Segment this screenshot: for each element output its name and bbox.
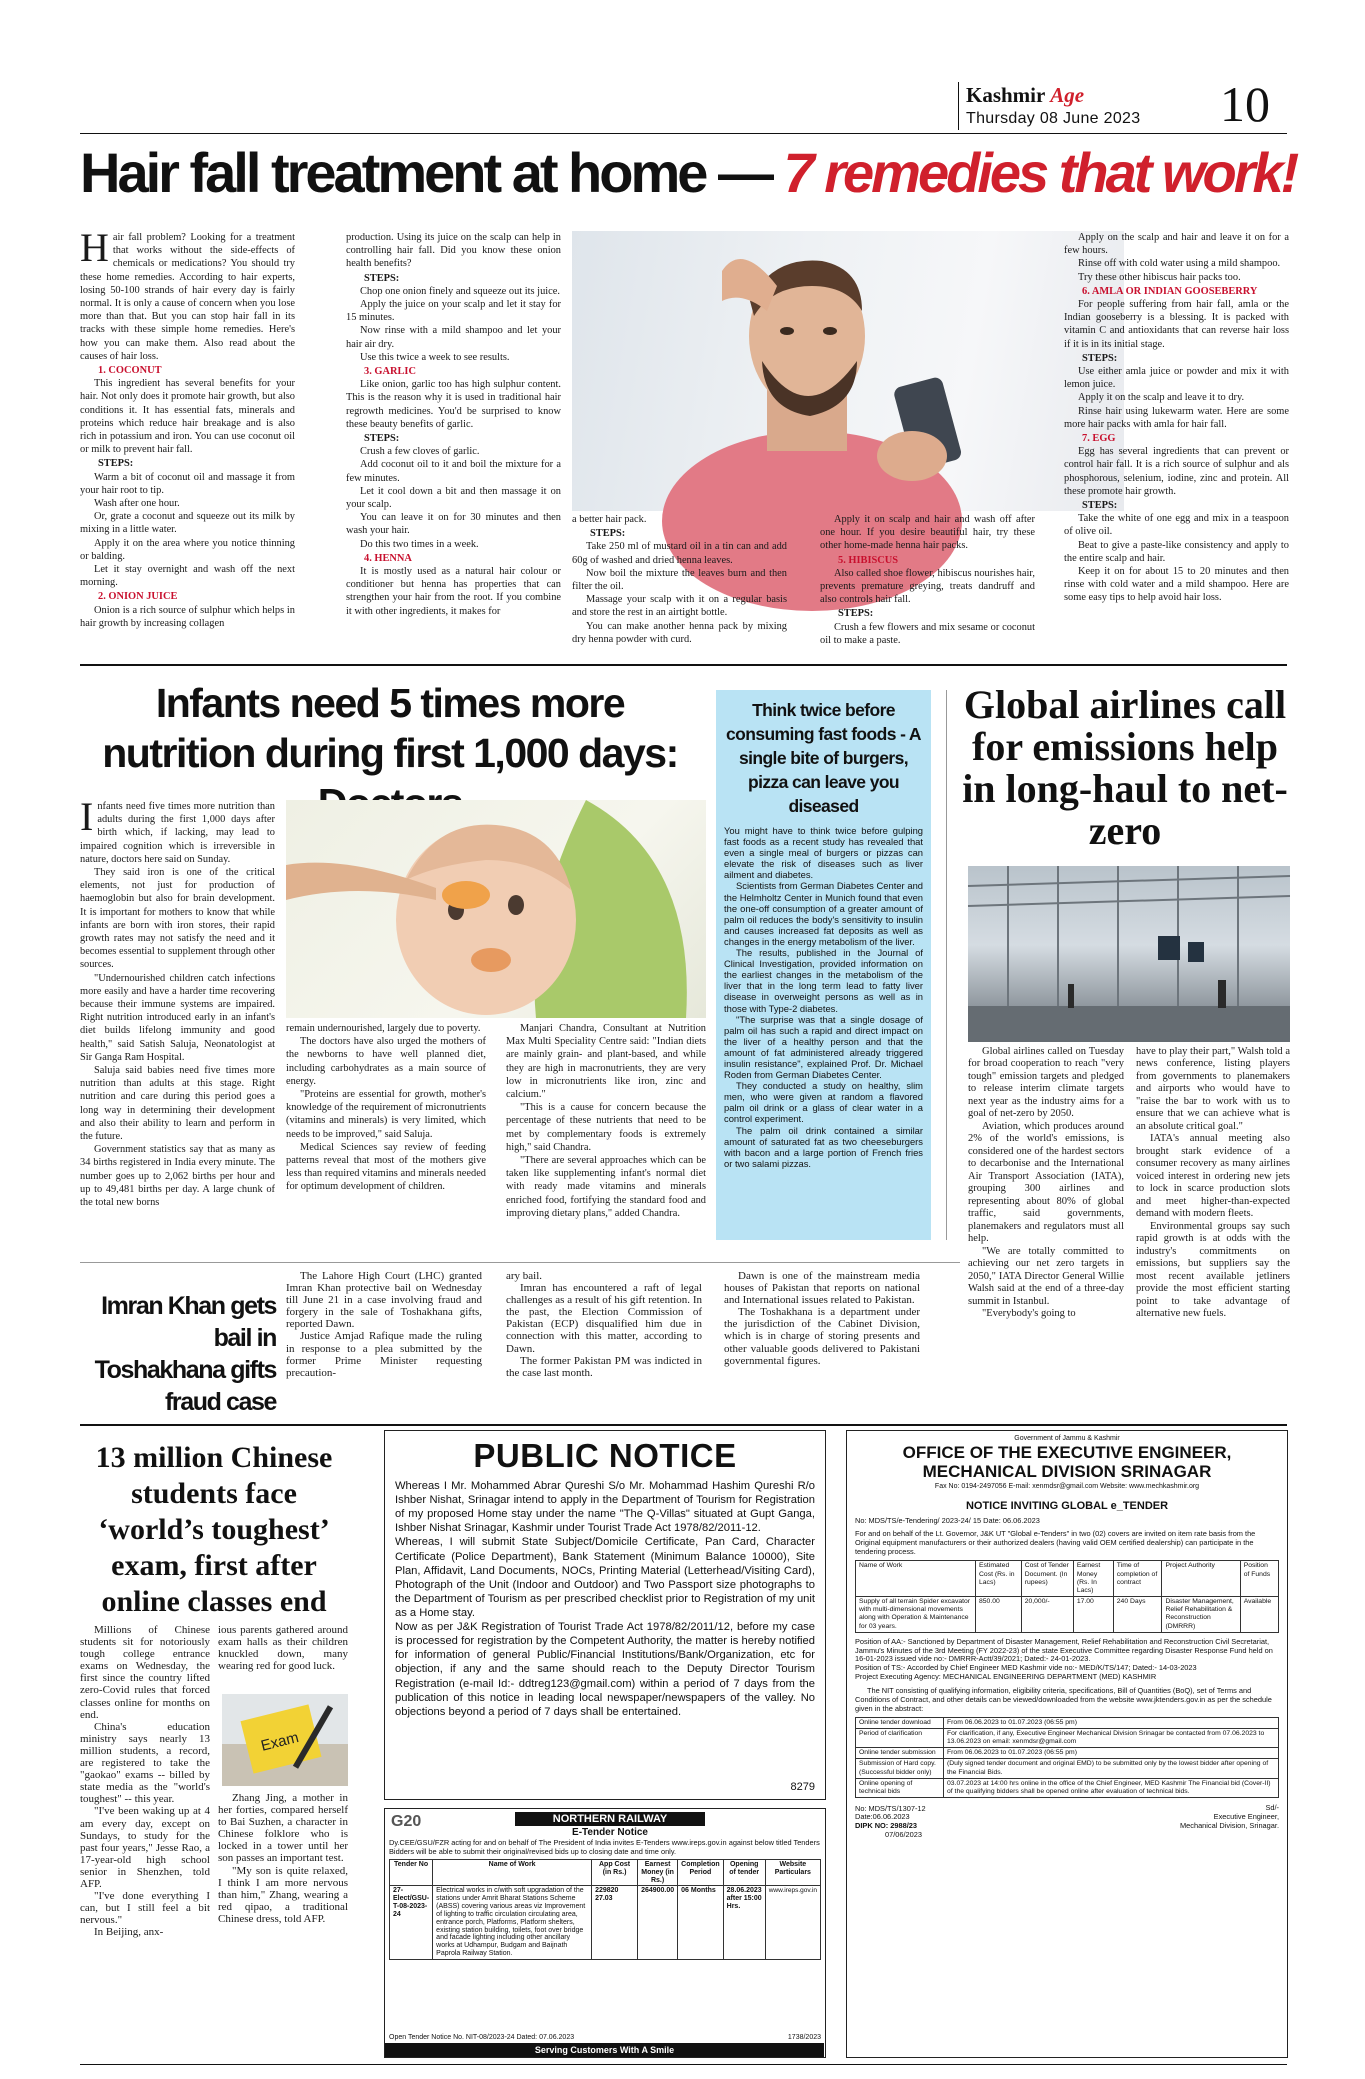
paragraph: Environmental groups say such rapid growth is at odds with the industry's commitments on emissions, but suppliers say the most recent available jetliners provide the most efficient starting point to take advantage of alternative new fuels. <box>1136 1220 1290 1320</box>
public-notice-body <box>395 1479 815 1719</box>
tender-executing-agency: Project Executing Agency: MECHANICAL ENGINEERING DEPARTMENT (MED) KASHMIR <box>855 1672 1157 1682</box>
table-row <box>856 1597 1279 1633</box>
fastfood-headline: Think twice before consuming fast foods - A single bite of burgers, pizza can leave you diseased <box>726 700 921 816</box>
logo-age: Age <box>1050 83 1085 107</box>
paragraph: Let it cool down a bit and then massage it on your scalp. <box>346 485 561 511</box>
remedy-5-heading: 5. HIBISCUS <box>838 554 899 566</box>
column-divider <box>946 690 947 1240</box>
table-header: Position of Funds <box>1240 1561 1278 1597</box>
paragraph: Global airlines called on Tuesday for broad cooperation to reach "very tough" emission targets and pledged to release interim climate targets next year as the industry aims for a goal of net-zero by 2050. <box>968 1046 1124 1120</box>
table-row <box>856 1717 1279 1728</box>
paragraph: Apply it on the scalp and leave it to dry. <box>1078 392 1245 404</box>
table-cell: Online opening of technical bids <box>856 1778 944 1797</box>
infants-col-3 <box>506 1022 706 1242</box>
table-header: Completion Period <box>678 1860 724 1886</box>
paragraph: IATA's annual meeting also brought stark evidence of a consumer recovery as many airlines voiced interest in ordering new jets to lock in scarce production slots and meet higher-than-expected demand with modern fleets. <box>1136 1133 1290 1220</box>
paragraph: a better hair pack. <box>572 514 647 525</box>
imran-col-2 <box>506 1270 702 1420</box>
paragraph: Apply on the scalp and hair and leave it on for a few hours. <box>1064 232 1289 257</box>
tender-office-title: OFFICE OF THE EXECUTIVE ENGINEER, <box>902 1443 1232 1463</box>
table-cell: 20,000/- <box>1021 1597 1073 1633</box>
paragraph: "We are totally committed to achieving our net zero targets in 2050," IATA Director General Willie Walsh said at the end of a three-day summit in Istanbul. <box>968 1245 1124 1307</box>
steps-label: STEPS: <box>98 458 134 470</box>
table-row <box>856 1759 1279 1778</box>
paragraph: Imran has encountered a raft of legal challenges as a result of his gift retention. In the past, the Election Commission of Pakistan (ECP) disqualified him due in connection with this matter, according to Dawn. <box>506 1282 702 1355</box>
drop-cap: I <box>80 794 94 839</box>
paragraph: Apply it on scalp and hair and wash off after one hour. If you desire beautiful hair, try these other home-made henna hair packs. <box>820 514 1035 552</box>
tender-number: No: MDS/TS/1307-12 <box>855 1803 926 1813</box>
steps-label: STEPS: <box>590 528 626 540</box>
paragraph: "There are several approaches which can be taken like supplementing infant's normal diet with ready made vitamins and minerals enriched food, fortifying the standard food and improving dietary plans," added Chandra. <box>506 1155 706 1219</box>
hair-headline-accent: 7 remedies that work! <box>783 141 1297 204</box>
table-cell: Supply of all terrain Spider excavator with multi-dimensional movements along with Operation & Maintenance for 03 years. <box>856 1597 976 1633</box>
paragraph: Egg has several ingredients that can prevent or control hair fall. It is a rich source of sulphur and als phosphorous, selenium, iodine, zinc and protein. All these promote hair growth. <box>1064 446 1289 497</box>
table-cell: Electrical works in c/with soft upgradation of the stations under Amrit Bharat Stations Scheme (ABSS) covering various areas viz Improvement of lighting to traffic circulation circulating area, entrance porch, Platforms, Platform shelters, existing station building, toilets, foot over bridge and facade lighting including other ancillary works at Udhampur, Budgam and Baijnath Paprola Railway Station. <box>433 1886 592 1959</box>
paragraph: "Proteins are essential for growth, mother's knowledge of the requirement of micronutrients (vitamins and minerals) is very limited, which needs to be improved," said Saluja. <box>286 1089 486 1140</box>
hair-headline-main: Hair fall treatment at home — <box>80 141 771 204</box>
tender-position-ts: Position of TS:- Accorded by Chief Engineer MED Kashmir vide no:- MED/K/TS/147; Dated:- 14-03-2023 <box>855 1663 1197 1673</box>
sticky-note-illustration <box>222 1694 348 1786</box>
section-divider <box>80 664 1287 666</box>
railway-footer-code: 1738/2023 <box>787 2034 821 2041</box>
paragraph: Apply it on the area where you notice thinning or balding. <box>80 537 295 562</box>
table-cell: 264900.00 <box>638 1886 678 1959</box>
paragraph: Let it stay overnight and wash off the next morning. <box>80 564 295 589</box>
railway-tender-table <box>389 1859 821 1960</box>
table-header: Tender No <box>390 1860 433 1886</box>
airlines-col-2 <box>1136 1046 1290 1320</box>
logo-kashmir: Kashmir <box>966 83 1045 107</box>
table-header: App Cost (in Rs.) <box>592 1860 638 1886</box>
paragraph: "I've been waking up at 4 am every day, except on Sundays, to study for the past four years," Jesse Rao, a 17-year-old high school senior in Shenzhen, told AFP. <box>80 1805 210 1890</box>
masthead-underline <box>80 133 1287 134</box>
steps-label: STEPS: <box>1082 352 1118 364</box>
section-divider <box>80 1424 1287 1426</box>
baby-feeding-photo <box>286 800 706 1018</box>
paragraph: ious parents gathered around exam halls as their children knuckled down, many wearing red for good luck. <box>218 1624 348 1673</box>
chinese-col-1 <box>80 1624 210 2054</box>
fastfood-box <box>716 690 931 1240</box>
paragraph: They conducted a study on healthy, slim men, who were given at random a flavored palm oil drink or a glass of clear water in a control experiment. <box>724 1080 923 1125</box>
table-cell[interactable]: www.ireps.gov.in <box>765 1886 820 1959</box>
notice-code: 8279 <box>790 1781 815 1793</box>
table-cell: Disaster Management, Relief Rehabilitation & Reconstruction (DMRRR) <box>1162 1597 1240 1633</box>
paragraph: "I've done everything I can, but I still feel a bit nervous." <box>80 1890 210 1927</box>
imran-headline: Imran Khan gets bail in Toshakhana gifts fraud case <box>94 1292 276 1416</box>
tender-nit-title: NOTICE INVITING GLOBAL e_TENDER <box>965 1499 1169 1512</box>
remedy-7-heading: 7. EGG <box>1082 433 1116 445</box>
table-cell: From 06.06.2023 to 01.07.2023 (06:55 pm) <box>944 1748 1279 1759</box>
table-row <box>856 1728 1279 1747</box>
paragraph: have to play their part," Walsh told a news conference, listing players from governments to planemakers and airports who would have to "raise the bar to work with us to ensure that we can achieve what is an absolute critical goal." <box>1136 1046 1290 1132</box>
remedy-4-heading: 4. HENNA <box>364 552 412 564</box>
paragraph: Justice Amjad Rafique made the ruling in response to a plea submitted by the former Prime Minister requesting precaution- <box>286 1330 482 1379</box>
paragraph: For people suffering from hair fall, amla or the Indian gooseberry is a blessing. It is packed with vitamin C and antioxidants that can reverse hair loss if it is in its initial stage. <box>1064 299 1289 350</box>
paragraph: You can leave it on for 30 minutes and then wash your hair. <box>346 512 561 537</box>
railway-tender-box <box>384 1808 826 2058</box>
paragraph: Take the white of one egg and mix in a teaspoon of olive oil. <box>1064 513 1289 538</box>
paragraph: Aviation, which produces around 2% of the world's emissions, is considered one of the hardest sectors to decarbonise and the International Air Transport Association (IATA), grouping 300 airlines and representing about 80% of global traffic, said governments, planemakers and regulators must all help. <box>968 1120 1124 1245</box>
paragraph: Beat to give a paste-like consistency and apply to the entire scalp and hair. <box>1064 539 1289 564</box>
paragraph: nfants need five times more nutrition than adults during the first 1,000 days after birth which, if lacking, may lead to impaired cognition which is irreversible in nature, doctors here said on Sunday. <box>80 801 275 865</box>
table-cell: Available <box>1240 1597 1278 1633</box>
remedy-3-heading: 3. GARLIC <box>364 366 416 378</box>
paragraph: Crush a few flowers and mix sesame or coconut oil to make a paste. <box>820 621 1035 646</box>
fastfood-body <box>724 825 923 1169</box>
airlines-headline: Global airlines call for emissions help in long-haul to net-zero <box>962 682 1288 853</box>
hair-col-4 <box>820 513 1035 655</box>
paragraph: Now rinse with a mild shampoo and let your hair air dry. <box>346 325 561 350</box>
railway-subtitle: E-Tender Notice <box>572 1827 648 1838</box>
paragraph: Manjari Chandra, Consultant at Nutrition Max Multi Speciality Centre said: "Indian diets are mainly grain- and plant-based, and while they are high in macronutrients, they are very low in micronutrients like iron, zinc and calcium." <box>506 1023 706 1101</box>
terminal-illustration <box>968 866 1290 1042</box>
table-cell: Period of clarification <box>856 1728 944 1747</box>
section-divider <box>80 1262 960 1263</box>
table-header-row <box>390 1860 821 1886</box>
page-bottom-rule <box>80 2064 1287 2065</box>
paragraph: In Beijing, anx- <box>94 1926 164 1939</box>
paragraph: You might have to think twice before gulping fast foods as a recent study has revealed that even a single meal of burgers or pizzas can elevate the risk of diseases such as liver ailment and diabetes. <box>724 825 923 881</box>
steps-label: STEPS: <box>364 272 400 284</box>
paragraph: Chop one onion finely and squeeze out its juice. <box>360 285 560 297</box>
paragraph: The Lahore High Court (LHC) granted Imran Khan protective bail on Wednesday till June 21 in a case involving fraud and forgery in the sale of Toshakhana gifts, reported Dawn. <box>286 1270 482 1331</box>
table-row <box>856 1748 1279 1759</box>
table-cell: 06 Months <box>678 1886 724 1959</box>
tender-position-aa: Position of AA:- Sanctioned by Department of Disaster Management, Relief Rehabilitation and Reconstruction Civil Secretariat, Jammu's Minutes of the 3rd Meeting (FY 2022-23) of the state Executive Committee regarding Disaster Response Fund held on 16-01-2023 issued vide no:- DMRRR-Actt/39/2021; Dated:- 24-01-2023. <box>855 1636 1273 1664</box>
table-cell: 27-Elect/GSU-T-08-2023-24 <box>390 1886 433 1959</box>
table-header: Opening of tender <box>723 1860 765 1886</box>
tender-ref: No: MDS/TS/e-Tendering/ 2023-24/ 15 Date: 06.06.2023 <box>855 1515 1040 1525</box>
public-notice-box <box>384 1430 826 1800</box>
remedy-6-heading: 6. AMLA OR INDIAN GOOSEBERRY <box>1082 285 1258 297</box>
tender-work-table <box>855 1560 1279 1632</box>
paragraph: Crush a few cloves of garlic. <box>360 446 480 458</box>
paragraph: Massage your scalp with it on a regular basis and store the rest in an airtight bottle. <box>572 594 787 619</box>
tender-schedule-table <box>855 1717 1279 1798</box>
man-hair-loss-photo <box>572 231 1124 511</box>
tender-date: Date:06.06.2023 <box>855 1812 910 1822</box>
steps-label: STEPS: <box>838 608 874 620</box>
paragraph: Try these other hibiscus hair packs too. <box>1078 271 1241 283</box>
paragraph: Government statistics say that as many as 34 births registered in India every minute. The number goes up to 2,062 births per hour and up to 49,481 births per day. A large chunk of the total new borns <box>80 1144 275 1209</box>
paragraph: Warm a bit of coconut oil and massage it from your hair root to tip. <box>80 471 295 496</box>
railway-tagline: Serving Customers With A Smile <box>385 2043 824 2057</box>
paragraph: They said iron is one of the critical elements, not just for production of haemoglobin but also for brain development. It is important for mothers to know that while infants are born with iron stores, their rapid growth rates may not satisfy the need and it becomes essential to supplement through other sources. <box>80 867 275 971</box>
page-number: 10 <box>1220 76 1270 132</box>
chinese-col-2a <box>218 1624 348 1690</box>
table-cell: 240 Days <box>1113 1597 1162 1633</box>
tender-sd: Sd/- <box>1265 1802 1279 1812</box>
paragraph: production. Using its juice on the scalp can help in controlling hair fall. Did you know these onion health benefits? <box>346 232 561 270</box>
tender-signatory-division: Mechanical Division, Srinagar. <box>1180 1820 1279 1830</box>
paragraph: Medical Sciences say review of feeding patterns reveal that most of the mothers give less than required vitamins and minerals needed for optimum development of children. <box>286 1141 486 1193</box>
paragraph: China's education ministry says nearly 13 million students, a record, are registered to take the "gaokao" exams -- billed by state media as the "world's toughest" -- this year. <box>80 1720 210 1806</box>
paragraph: It is mostly used as a natural hair colour or conditioner but henna has properties that can strengthen your hair from the root. If you combine it with other ingredients, it makes for <box>346 566 561 617</box>
table-cell: For clarification, if any, Executive Engineer Mechanical Division Srinagar be contacted from 07.06.2023 to 13.06.2023 on email: xenmdsr@gmail.com <box>944 1728 1279 1747</box>
paragraph: Apply the juice on your scalp and let it stay for 15 minutes. <box>346 299 561 324</box>
tender-dipk: DIPK NO: 2988/23 <box>855 1821 918 1831</box>
airport-terminal-photo <box>968 866 1290 1042</box>
newspaper-logo <box>966 83 1084 108</box>
man-illustration <box>572 231 1124 511</box>
paragraph: "This is a cause for concern because the percentage of these nutrients that need to be met by complementary foods is extremely high," said Chandra. <box>506 1102 706 1153</box>
table-header: Earnest Money (in Rs.) <box>638 1860 678 1886</box>
paragraph: "The surprise was that a single dosage of palm oil has such a rapid and direct impact on the liver of a healthy person and that the amount of fat administered already triggered insulin resistance", explained Prof. Dr. Michael Roden from German Diabetes Center. <box>724 1013 923 1081</box>
paragraph: Onion is a rich source of sulphur which helps in hair growth by increasing collagen <box>80 604 295 629</box>
hair-col-3 <box>572 513 787 655</box>
infants-headline: Infants need 5 times more nutrition during first 1,000 days: <box>102 680 678 776</box>
table-header: Cost of Tender Document. (In rupees) <box>1021 1561 1073 1597</box>
table-header: Project Authority <box>1162 1561 1240 1597</box>
steps-label: STEPS: <box>1082 500 1118 512</box>
paragraph: Or, grate a coconut and squeeze out its milk by mixing in a little water. <box>80 511 295 536</box>
paragraph: Whereas, I will submit State Subject/Domicile Certificate, Pan Card, Character Certificate (Police Department), Bank Statement (Minimum Balance 10000), Site Plan, Affidavit, Land Documents, NOCs, Printing Material (Letterhead/Visiting Card), Photograph of the Unit (Indoor and Outdoor) and Two Passport size photographs to the Department of Tourism as per prescribed checklist prior to Registration of my unit as a Home stay. <box>395 1536 815 1619</box>
baby-illustration <box>286 800 706 1018</box>
paragraph: Dawn is one of the mainstream media houses of Pakistan that reports on national and International issues related to Pakistan. <box>724 1270 920 1307</box>
global-tender-box <box>846 1430 1288 2058</box>
paragraph: Use either amla juice or powder and mix it with lemon juice. <box>1064 366 1289 391</box>
tender-contact: Fax No: 0194-2497056 E-mail: xenmdsr@gmail.com Website: www.mechkashmir.org <box>934 1483 1200 1491</box>
paragraph: The palm oil drink contained a similar amount of saturated fat as two cheeseburgers with bacon and a large portion of French fries or two salami pizzas. <box>724 1124 923 1169</box>
railway-footer-ref: Open Tender Notice No. NIT-08/2023-24 Dated: 07.06.2023 <box>389 2034 575 2041</box>
hair-col-1 <box>80 225 295 655</box>
infants-col-1 <box>80 794 275 1242</box>
infants-col-2 <box>286 1022 486 1242</box>
paragraph: "Everybody's going to <box>982 1308 1076 1320</box>
chinese-col-2b <box>218 1792 348 2054</box>
table-cell: 03.07.2023 at 14:00 hrs online in the office of the Chief Engineer, MED Kashmir The Financial bid (Cover-II) of the qualifying bidders shall be opened online after evaluation of technical bids. <box>944 1778 1279 1797</box>
table-cell: 850.00 <box>976 1597 1022 1633</box>
railway-intro: Dy.CEE/GSU/FZR acting for and on behalf of The President of India invites E-Tenders www.ireps.gov.in against below titled Tenders Bidders will be able to submit their original/revised bids up to closing date and time only. <box>389 1838 820 1856</box>
paragraph: Also called shoe flower, hibiscus nourishes hair, prevents premature greying, treats dandruff and also controls hair fall. <box>820 567 1035 606</box>
table-cell: Online tender submission <box>856 1748 944 1759</box>
table-cell: Online tender download <box>856 1717 944 1728</box>
table-header: Name of Work <box>856 1561 976 1597</box>
paragraph: The doctors have also urged the mothers of the newborns to have well planned diet, including carbohydrates as a main source of energy. <box>286 1036 486 1087</box>
paragraph: Now as per J&K Registration of Tourist Trade Act 1978/82/2011/12, before my case is processed for registration by the Competent Authority, the matter is hereby notified for information of general Public/Financial Institutions/Bank/Organization, etc for objection, if any and the same should reach to the Deputy Director Tourism Registration (e-mail Id:- ddtreg123@gmail.com) within a period of 7 days from the publication of this notice in leading local newspaper/newspapers of the valley. No objections beyond a period of 7 days shall be entertained. <box>395 1621 815 1718</box>
paragraph: The Toshakhana is a department under the jurisdiction of the Cabinet Division, which is in charge of storing presents and other valuable goods delivered to Pakistani governmental figures. <box>724 1306 920 1367</box>
paragraph: Millions of Chinese students sit for notoriously tough college entrance exams on Wednesday, the first since the country lifted zero-Covid rules that forced classes online for months on end. <box>80 1624 210 1721</box>
paragraph: Whereas I Mr. Mohammed Abrar Qureshi S/o Mr. Mohammad Hashim Qureshi R/o Ishber Nishat, Srinagar intend to apply in the Department of Tourism for Registration of my proposed Home stay under the name "The Q-Villas" situated at Gupt Ganga, Ishber Nishat Srinagar, Kashmir under Tourist Trade Act 1978/82/2011-12. <box>395 1480 815 1535</box>
table-cell: Submission of Hard copy. (Successful bidder only) <box>856 1759 944 1778</box>
table-row <box>856 1778 1279 1797</box>
tender-intro: For and on behalf of the Lt. Governor, J&K UT "Global e-Tenders" in two (02) covers are invited on item rate basis from the Original equipment manufacturers or their authorized dealers (having valid OEM certified dealership) can participate in the tendering process. <box>855 1528 1256 1556</box>
table-cell: 229820 27.03 <box>592 1886 638 1959</box>
paragraph: Scientists from German Diabetes Center and the Helmholtz Center in Munich found that even the one-off consumption of a greater amount of palm oil reduces the body's sensitivity to insulin and causes increased fat deposits as well as changes in the energy metabolism of the liver. <box>724 880 923 947</box>
paragraph: The former Pakistan PM was indicted in the case last month. <box>506 1354 702 1379</box>
table-row <box>390 1886 821 1959</box>
paragraph: Rinse hair using lukewarm water. Here are some more hair packs with amla for hair fall. <box>1064 405 1289 430</box>
paragraph: Zhang Jing, a mother in her forties, compared herself to Bai Suzhen, a character in Chinese folklore who is locked in a tower until her son passes an important test. <box>218 1792 348 1865</box>
tender-division-title: MECHANICAL DIVISION SRINAGAR <box>922 1462 1212 1482</box>
paragraph: Now boil the mixture the leaves burn and then filter the oil. <box>572 567 787 593</box>
paragraph: Wash after one hour. <box>94 498 180 510</box>
masthead-rule <box>958 82 959 130</box>
paragraph: Keep it on for about 15 to 20 minutes and then rinse with cold water and a mild shampoo. Here are some easy tips to help avoid hair loss. <box>1064 566 1289 604</box>
paragraph: Saluja said babies need five times more nutrition than adults at this stage. Right nutrition and care during this period goes a long way in determining their development and also their ability to learn and perform in the future. <box>80 1065 275 1143</box>
paragraph: Add coconut oil to it and boil the mixture for a few minutes. <box>346 459 561 484</box>
govt-label: Government of Jammu & Kashmir <box>1014 1435 1120 1442</box>
table-cell: From 06.06.2023 to 01.07.2023 (06:55 pm) <box>944 1717 1279 1728</box>
g20-logo: G20 <box>391 1813 422 1830</box>
table-header: Time of completion of contract <box>1113 1561 1162 1597</box>
hair-intro: air fall problem? Looking for a treatment that works without the side-effects of chemicals or medications? You should try these home remedies. According to hair experts, losing 50-100 strands of hair every day is fairly normal. It is only a cause of concern when you lose more than that. But you can stop hair fall in its tracks with these simple home remedies. Here's how you can make them. Also read about the causes of hair loss. <box>80 232 295 362</box>
drop-cap: H <box>80 225 109 270</box>
remedy-2-heading: 2. ONION JUICE <box>98 591 178 603</box>
paragraph: remain undernourished, largely due to poverty. <box>286 1023 481 1034</box>
table-cell: (Duly signed tender document and original EMD) to be submitted only by the lowest bidder after opening of the Financial Bids. <box>944 1759 1279 1778</box>
airlines-col-1 <box>968 1046 1124 1320</box>
railway-title: NORTHERN RAILWAY <box>515 1812 705 1826</box>
paragraph: Use this twice a week to see results. <box>360 351 510 363</box>
remedy-1-heading: 1. COCONUT <box>98 365 162 377</box>
table-header: Name of Work <box>433 1860 592 1886</box>
table-cell: 17.00 <box>1073 1597 1113 1633</box>
table-header-row <box>856 1561 1279 1597</box>
paragraph: Take 250 ml of mustard oil in a tin can and add 60g of washed and dried henna leaves. <box>572 541 787 566</box>
paragraph: ary bail. <box>506 1270 543 1282</box>
chinese-headline: 13 million Chinese students face ‘world’s toughest’ exam, first after online classes end <box>95 1441 333 1618</box>
imran-col-3 <box>724 1270 920 1420</box>
public-notice-title: PUBLIC NOTICE <box>473 1437 737 1474</box>
table-header: Website Particulars <box>765 1860 820 1886</box>
tender-nit-details: The NIT consisting of qualifying information, eligibility criteria, specifications, Bill of Quantities (BoQ), set of Terms and Conditions of Contract, and other details can be viewed/downloaded from the website www.jktenders.gov.in as per the schedule given in the abstract: <box>855 1686 1272 1713</box>
hair-col-5 <box>1064 231 1289 655</box>
hair-headline <box>80 140 1297 206</box>
steps-label: STEPS: <box>364 433 400 445</box>
exam-note-text: Exam <box>259 1728 301 1755</box>
table-cell: 28.06.2023 after 15:00 Hrs. <box>723 1886 765 1959</box>
paragraph: "Undernourished children catch infections more easily and have a harder time recovering because their immune systems are impaired. Right nutrition introduced early in an infant's diet builds lifelong immunity and good health," said Satish Saluja, Neonatologist at Sir Ganga Ram Hospital. <box>80 972 275 1063</box>
paragraph: This ingredient has several benefits for your hair. Not only does it promote hair growth, but also conditions it. It has essential fats, minerals and proteins which reduce hair breakage and is also rich in potassium and iron. You can use coconut oil or milk to prevent hair fall. <box>80 378 295 456</box>
hair-col-2 <box>346 231 561 655</box>
exam-note-photo <box>222 1694 348 1786</box>
tender-signatory: Executive Engineer, <box>1213 1811 1279 1821</box>
table-header: Estimated Cost (Rs. in Lacs) <box>976 1561 1022 1597</box>
paragraph: Like onion, garlic too has high sulphur content. This is the reason why it is used in traditional hair regrowth medicines. You'd be surprised to know these beauty benefits of garlic. <box>346 379 561 430</box>
paragraph: You can make another henna pack by mixing dry henna powder with curd. <box>572 620 787 645</box>
paragraph: Do this two times in a week. <box>360 538 479 550</box>
issue-date: Thursday 08 June 2023 <box>966 110 1141 127</box>
masthead <box>958 76 1288 132</box>
paragraph: The results, published in the Journal of Clinical Investigation, provided information on the earliest changes in the metabolism of the liver that in the long term lead to fatty liver disease in overweight persons as well as in those with Type-2 diabetes. <box>724 947 923 1014</box>
table-header: Earnest Money (Rs. In Lacs) <box>1073 1561 1113 1597</box>
tender-dipk-date: 07/06/2023 <box>885 1830 922 1840</box>
paragraph: "My son is quite relaxed, I think I am more nervous than him," Zhang, wearing a red qipao, a traditional Chinese dress, told AFP. <box>218 1864 348 1925</box>
paragraph: Rinse off with cold water using a mild shampoo. <box>1078 258 1281 270</box>
imran-col-1 <box>286 1270 482 1420</box>
